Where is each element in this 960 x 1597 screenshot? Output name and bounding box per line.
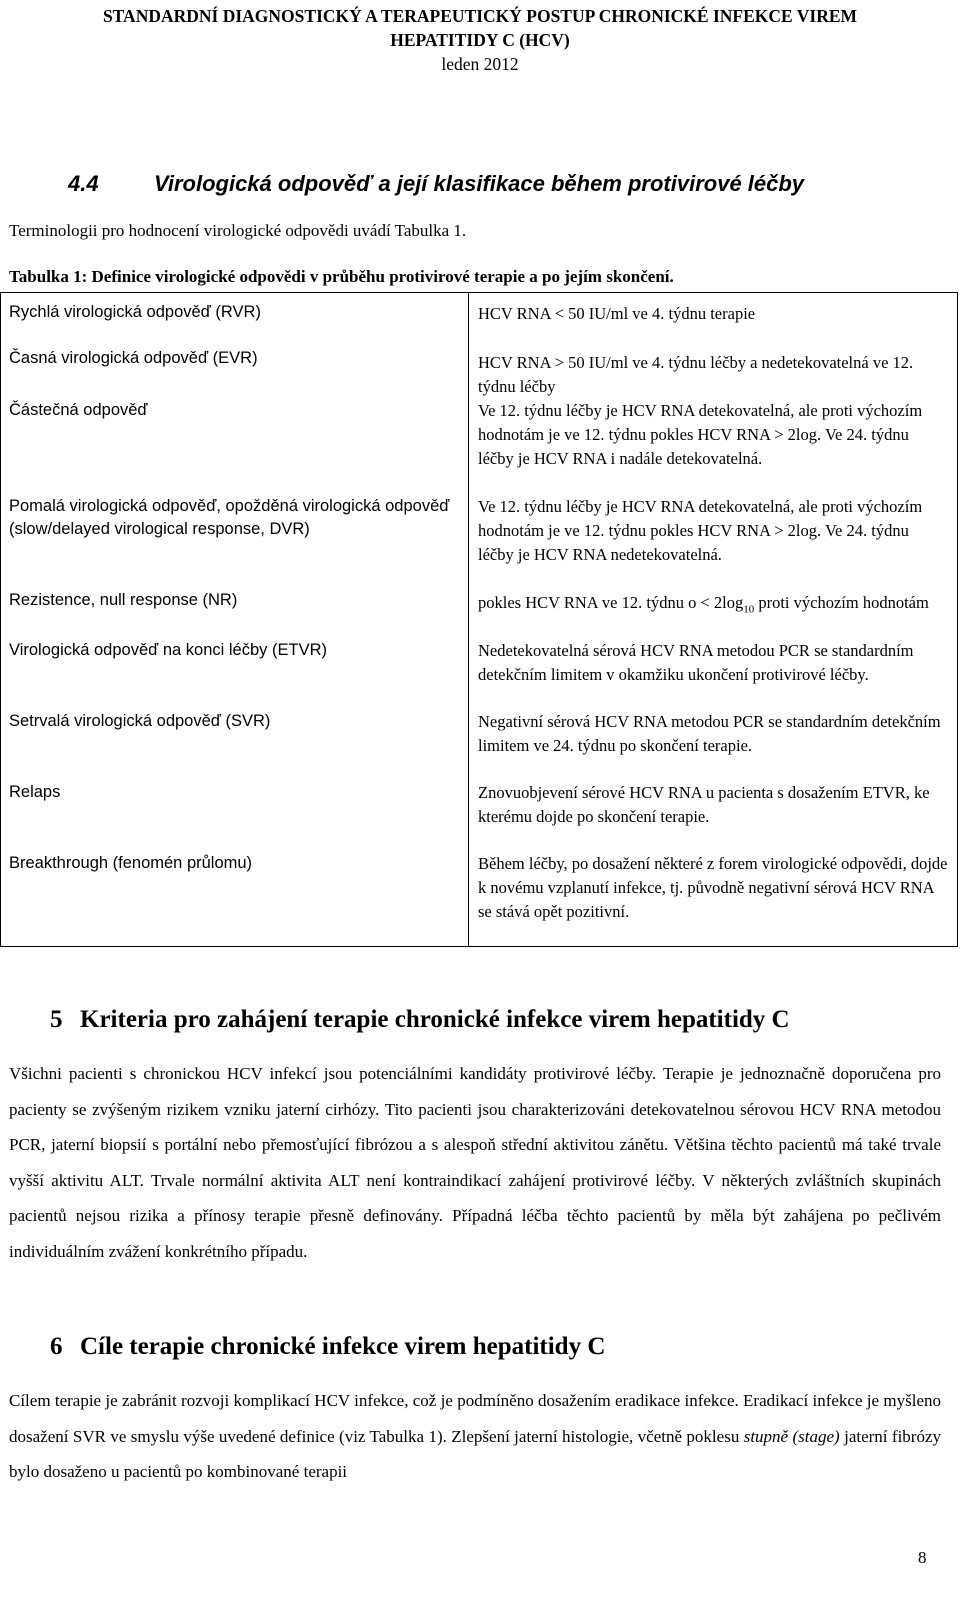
- header-title-line2: HEPATITIDY C (HCV): [390, 30, 570, 50]
- table-row-term: Částečná odpověď: [9, 401, 148, 419]
- header-title-line1: STANDARDNÍ DIAGNOSTICKÝ A TERAPEUTICKÝ POSTUP CHRONICKÉ INFEKCE VIREM: [102, 6, 858, 26]
- table-caption: Tabulka 1: Definice virologické odpovědi v průběhu protivirové terapie a po jejím skončení.: [9, 267, 674, 286]
- table-row-term: Relaps: [9, 783, 61, 801]
- table-row-term: Časná virologická odpověď (EVR): [9, 349, 258, 367]
- table-row-term: Setrvalá virologická odpověď (SVR): [9, 712, 271, 730]
- page-number: 8: [918, 1548, 927, 1567]
- table-row-term: Breakthrough (fenomén průlomu): [9, 854, 253, 872]
- table-row-term: Pomalá virologická odpověď, opožděná virologická odpověď (slow/delayed virological response, DVR): [9, 497, 450, 538]
- document-header: [0, 4, 960, 76]
- table-row-definition: Znovuobjevení sérové HCV RNA u pacienta s dosažením ETVR, ke kterému dojde po skončení terapie.: [478, 783, 930, 826]
- table-row-definition: Během léčby, po dosažení některé z forem virologické odpovědi, dojde k novému vzplanutí infekce, tj. původně negativní sérová HCV RNA se stává opět pozitivní.: [478, 854, 948, 921]
- section-5-paragraph: Všichni pacienti s chronickou HCV infekcí jsou potenciálními kandidáty protivirové léčby. Terapie je jednoznačně doporučena pro pacienty se zvýšeným rizikem vzniku jaterní cirhózy. Tito pacienti jsou charakterizováni detekovatelnou sérovou HCV RNA metodou PCR, jaterní biopsií s portální nebo přemosťující fibrózou a s alespoň střední aktivitou zánětu. Většina těchto pacientů má také trvale vyšší aktivitu ALT. Trvale normální aktivita ALT není kontraindikací zahájení protivirové léčby. V některých zvláštních skupinách pacientů nejsou rizika a přínosy terapie přesně definovány. Případná léčba těchto pacientů by měla být zahájena po pečlivém individuálním zvážení konkrétního případu.: [9, 1064, 941, 1261]
- table-row-definition: [478, 591, 948, 621]
- definitions-table: [0, 292, 958, 947]
- table-row-definition: HCV RNA > 50 IU/ml ve 4. týdnu léčby a nedetekovatelná ve 12. týdnu léčby: [478, 353, 914, 396]
- section-number: 5: [50, 1006, 63, 1033]
- table-row-term: Rezistence, null response (NR): [9, 591, 238, 609]
- column-divider: [468, 293, 469, 946]
- section-title: Virologická odpověď a její klasifikace během protivirové léčby: [154, 171, 805, 196]
- table-row-term: Virologická odpověď na konci léčby (ETVR): [9, 641, 327, 659]
- section-number: 6: [50, 1333, 63, 1360]
- section-4-4-heading: [68, 171, 948, 197]
- definition-text: proti výchozím hodnotám: [754, 593, 929, 612]
- section-6-paragraph: [9, 1383, 941, 1490]
- table-row-definition: HCV RNA < 50 IU/ml ve 4. týdnu terapie: [478, 304, 756, 323]
- log-subscript: 10: [743, 603, 755, 616]
- table-row-term: Rychlá virologická odpověď (RVR): [9, 303, 261, 321]
- definition-text: pokles HCV RNA ve 12. týdnu o < 2log: [478, 593, 744, 612]
- section-title: Kriteria pro zahájení terapie chronické infekce virem hepatitidy C: [80, 1006, 790, 1033]
- section-5-heading: [50, 1006, 790, 1034]
- table-row-definition: Negativní sérová HCV RNA metodou PCR se standardním detekčním limitem ve 24. týdnu po skončení terapie.: [478, 712, 941, 755]
- intro-text: Terminologii pro hodnocení virologické odpovědi uvádí Tabulka 1.: [9, 221, 467, 240]
- table-row-definition: Ve 12. týdnu léčby je HCV RNA detekovatelná, ale proti výchozím hodnotám je ve 12. týdnu pokles HCV RNA > 2log. Ve 24. týdnu léčby je HCV RNA nedetekovatelná.: [478, 497, 923, 564]
- table-row-definition: Nedetekovatelná sérová HCV RNA metodou PCR se standardním detekčním limitem v okamžiku ukončení protivirové léčby.: [478, 641, 914, 684]
- section-6-heading: [50, 1333, 605, 1361]
- header-date: leden 2012: [441, 54, 519, 74]
- section-title: Cíle terapie chronické infekce virem hepatitidy C: [80, 1333, 606, 1360]
- table-row-definition: Ve 12. týdnu léčby je HCV RNA detekovatelná, ale proti výchozím hodnotám je ve 12. týdnu pokles HCV RNA > 2log. Ve 24. týdnu léčby je HCV RNA i nadále detekovatelná.: [478, 401, 923, 468]
- paragraph-text: Cílem terapie je zabránit rozvoji komplikací HCV infekce, což je podmíněno dosažením eradikace infekce. Eradikací infekce je myšleno dosažení SVR ve smyslu výše uvedené definice (viz Tabulka 1). Zlepšení jaterní histologie, včetně poklesu: [9, 1391, 941, 1446]
- section-number: 4.4: [68, 171, 99, 196]
- paragraph-text: jaterní fibrózy bylo dosaženo u pacientů po kombinované terapii: [9, 1426, 941, 1481]
- italic-term: stupně (stage): [743, 1426, 840, 1446]
